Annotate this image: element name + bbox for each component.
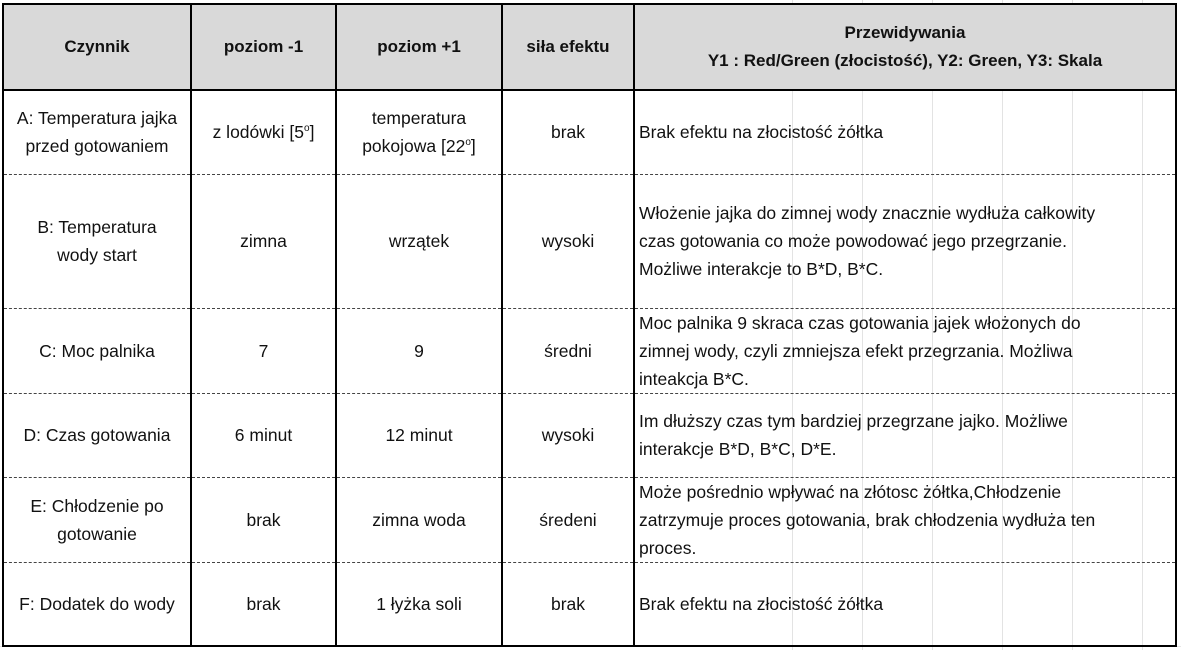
- cell-factor[interactable]: [3, 562, 191, 646]
- cell-effect-strength[interactable]: średeni: [502, 477, 634, 562]
- cell-text-line: Brak efektu na złocistość żółtka: [639, 122, 884, 143]
- cell-text-line: Brak efektu na złocistość żółtka: [639, 593, 884, 614]
- cell-level-low[interactable]: [191, 90, 336, 174]
- cell-text-line: A: Temperatura jajka: [16, 108, 178, 129]
- cell-level-high[interactable]: [336, 90, 502, 174]
- cell-prediction[interactable]: [634, 393, 1176, 477]
- header-predictions[interactable]: [634, 4, 1176, 90]
- cell-level-low[interactable]: brak: [191, 562, 336, 646]
- cell-level-high[interactable]: 1 łyżka soli: [336, 562, 502, 646]
- cell-text-line: gotowanie: [57, 523, 137, 544]
- cell-text-line: B: Temperatura: [37, 217, 157, 237]
- cell-text: pokojowa [22: [362, 136, 466, 157]
- header-level-low[interactable]: poziom -1: [191, 4, 336, 90]
- header-predictions-title: Przewidywania: [844, 23, 966, 42]
- cell-factor[interactable]: [3, 477, 191, 562]
- experiment-factors-table: [2, 3, 1177, 647]
- cell-text: ]: [309, 122, 315, 143]
- table-row: [3, 308, 1176, 393]
- cell-text-line: Możliwe interakcje to B*D, B*C.: [639, 259, 884, 279]
- cell-factor[interactable]: [3, 90, 191, 174]
- cell-effect-strength[interactable]: wysoki: [502, 393, 634, 477]
- cell-factor[interactable]: [3, 393, 191, 477]
- cell-prediction[interactable]: [634, 477, 1176, 562]
- cell-text-line: czas gotowania co może powodować jego przegrzanie.: [639, 231, 1068, 251]
- cell-text-line: Im dłuższy czas tym bardziej przegrzane jajko. Możliwe: [639, 411, 1068, 431]
- cell-level-low[interactable]: zimna: [191, 174, 336, 308]
- cell-text-line: wody start: [57, 245, 137, 265]
- cell-text-line: E: Chłodzenie po: [30, 495, 164, 516]
- cell-effect-strength[interactable]: brak: [502, 562, 634, 646]
- cell-text-line: D: Czas gotowania: [23, 425, 171, 445]
- table-row: [3, 393, 1176, 477]
- cell-text: ]: [470, 136, 476, 157]
- cell-prediction[interactable]: [634, 174, 1176, 308]
- cell-factor[interactable]: [3, 174, 191, 308]
- cell-prediction[interactable]: [634, 308, 1176, 393]
- table-row: [3, 174, 1176, 308]
- header-level-high[interactable]: poziom +1: [336, 4, 502, 90]
- cell-text-line: proces.: [639, 537, 697, 558]
- cell-text-line: temperatura: [371, 108, 467, 129]
- header-predictions-responses: Y1 : Red/Green (złocistość), Y2: Green, Y3: Skala: [707, 51, 1103, 70]
- cell-prediction[interactable]: [634, 90, 1176, 174]
- cell-factor[interactable]: [3, 308, 191, 393]
- table-row: [3, 90, 1176, 174]
- cell-effect-strength[interactable]: średni: [502, 308, 634, 393]
- cell-effect-strength[interactable]: brak: [502, 90, 634, 174]
- cell-text-line: Może pośrednio wpływać na złótosc żółtka,Chłodzenie: [639, 481, 1062, 502]
- cell-text-line: zatrzymuje proces gotowania, brak chłodzenia wydłuża ten: [639, 509, 1096, 530]
- cell-text-line: F: Dodatek do wody: [19, 593, 175, 614]
- header-row: [3, 4, 1176, 90]
- cell-text-line: zimnej wody, czyli zmniejsza efekt przegrzania. Możliwa: [639, 340, 1073, 361]
- cell-text-line: Włożenie jajka do zimnej wody znacznie wydłuża całkowity: [639, 203, 1096, 223]
- table-row: [3, 562, 1176, 646]
- degree-symbol: o: [465, 137, 471, 149]
- cell-effect-strength[interactable]: wysoki: [502, 174, 634, 308]
- cell-text-line: Moc palnika 9 skraca czas gotowania jajek włożonych do: [639, 312, 1081, 333]
- cell-text-line: przed gotowaniem: [25, 136, 169, 157]
- cell-prediction[interactable]: [634, 562, 1176, 646]
- cell-level-high[interactable]: 12 minut: [336, 393, 502, 477]
- header-factor[interactable]: Czynnik: [3, 4, 191, 90]
- cell-text-line: [341, 132, 497, 160]
- degree-symbol: o: [304, 123, 310, 135]
- cell-text-line: inteakcja B*C.: [639, 368, 749, 389]
- cell-level-low[interactable]: 6 minut: [191, 393, 336, 477]
- cell-level-low[interactable]: brak: [191, 477, 336, 562]
- header-effect-strength[interactable]: siła efektu: [502, 4, 634, 90]
- cell-text-line: interakcje B*D, B*C, D*E.: [639, 439, 837, 459]
- cell-text: z lodówki [5: [212, 122, 304, 143]
- cell-level-low[interactable]: 7: [191, 308, 336, 393]
- table-row: [3, 477, 1176, 562]
- cell-text-line: C: Moc palnika: [39, 340, 155, 361]
- cell-level-high[interactable]: wrzątek: [336, 174, 502, 308]
- cell-level-high[interactable]: 9: [336, 308, 502, 393]
- cell-level-high[interactable]: zimna woda: [336, 477, 502, 562]
